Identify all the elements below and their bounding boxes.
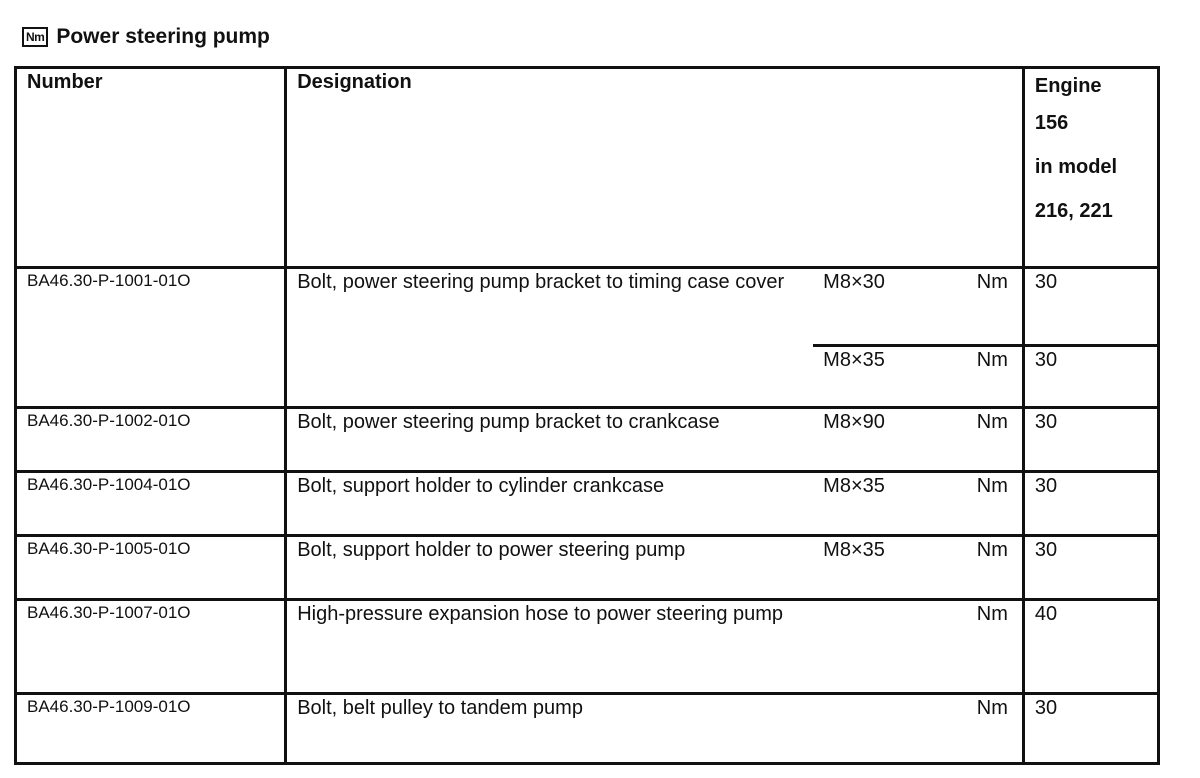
table-row [16,694,1159,764]
designation-cell: Bolt, power steering pump bracket to timing case cover [286,268,813,408]
bolt-size-cell: M8×30 [813,268,923,346]
torque-value-cell: 30 [1023,694,1158,764]
designation-cell: Bolt, power steering pump bracket to crankcase [286,408,813,472]
table-row [16,268,1159,346]
part-number-cell: BA46.30-P-1001-01O [16,268,286,408]
torque-value-cell: 30 [1023,268,1158,346]
torque-spec-table [14,66,1160,765]
part-number-cell: BA46.30-P-1005-01O [16,536,286,600]
torque-value-cell: 40 [1023,600,1158,694]
unit-cell: Nm [923,694,1023,764]
part-number-cell: BA46.30-P-1009-01O [16,694,286,764]
designation-cell: Bolt, support holder to cylinder crankcase [286,472,813,536]
table-row [16,536,1159,600]
table-row [16,600,1159,694]
table-header-row [16,68,1159,268]
torque-value-cell: 30 [1023,346,1158,408]
bolt-size-cell [813,600,923,694]
torque-nm-icon: Nm [22,27,48,47]
part-number-cell: BA46.30-P-1002-01O [16,408,286,472]
unit-cell: Nm [923,600,1023,694]
part-number-cell: BA46.30-P-1007-01O [16,600,286,694]
unit-cell: Nm [923,346,1023,408]
torque-value-cell: 30 [1023,536,1158,600]
column-header-designation: Designation [286,68,1024,268]
bolt-size-cell [813,694,923,764]
bolt-size-cell: M8×90 [813,408,923,472]
torque-value-cell: 30 [1023,408,1158,472]
column-header-engine: Engine 156 in model 216, 221 [1023,68,1158,268]
part-number-cell: BA46.30-P-1004-01O [16,472,286,536]
page-header [22,22,270,52]
table-row [16,408,1159,472]
bolt-size-cell: M8×35 [813,346,923,408]
unit-cell: Nm [923,408,1023,472]
bolt-size-cell: M8×35 [813,472,923,536]
designation-cell: High-pressure expansion hose to power steering pump [286,600,813,694]
unit-cell: Nm [923,536,1023,600]
page-title: Power steering pump [56,25,270,48]
table-row [16,472,1159,536]
designation-cell: Bolt, support holder to power steering pump [286,536,813,600]
unit-cell: Nm [923,472,1023,536]
designation-cell: Bolt, belt pulley to tandem pump [286,694,813,764]
unit-cell: Nm [923,268,1023,346]
bolt-size-cell: M8×35 [813,536,923,600]
torque-value-cell: 30 [1023,472,1158,536]
column-header-number: Number [16,68,286,268]
